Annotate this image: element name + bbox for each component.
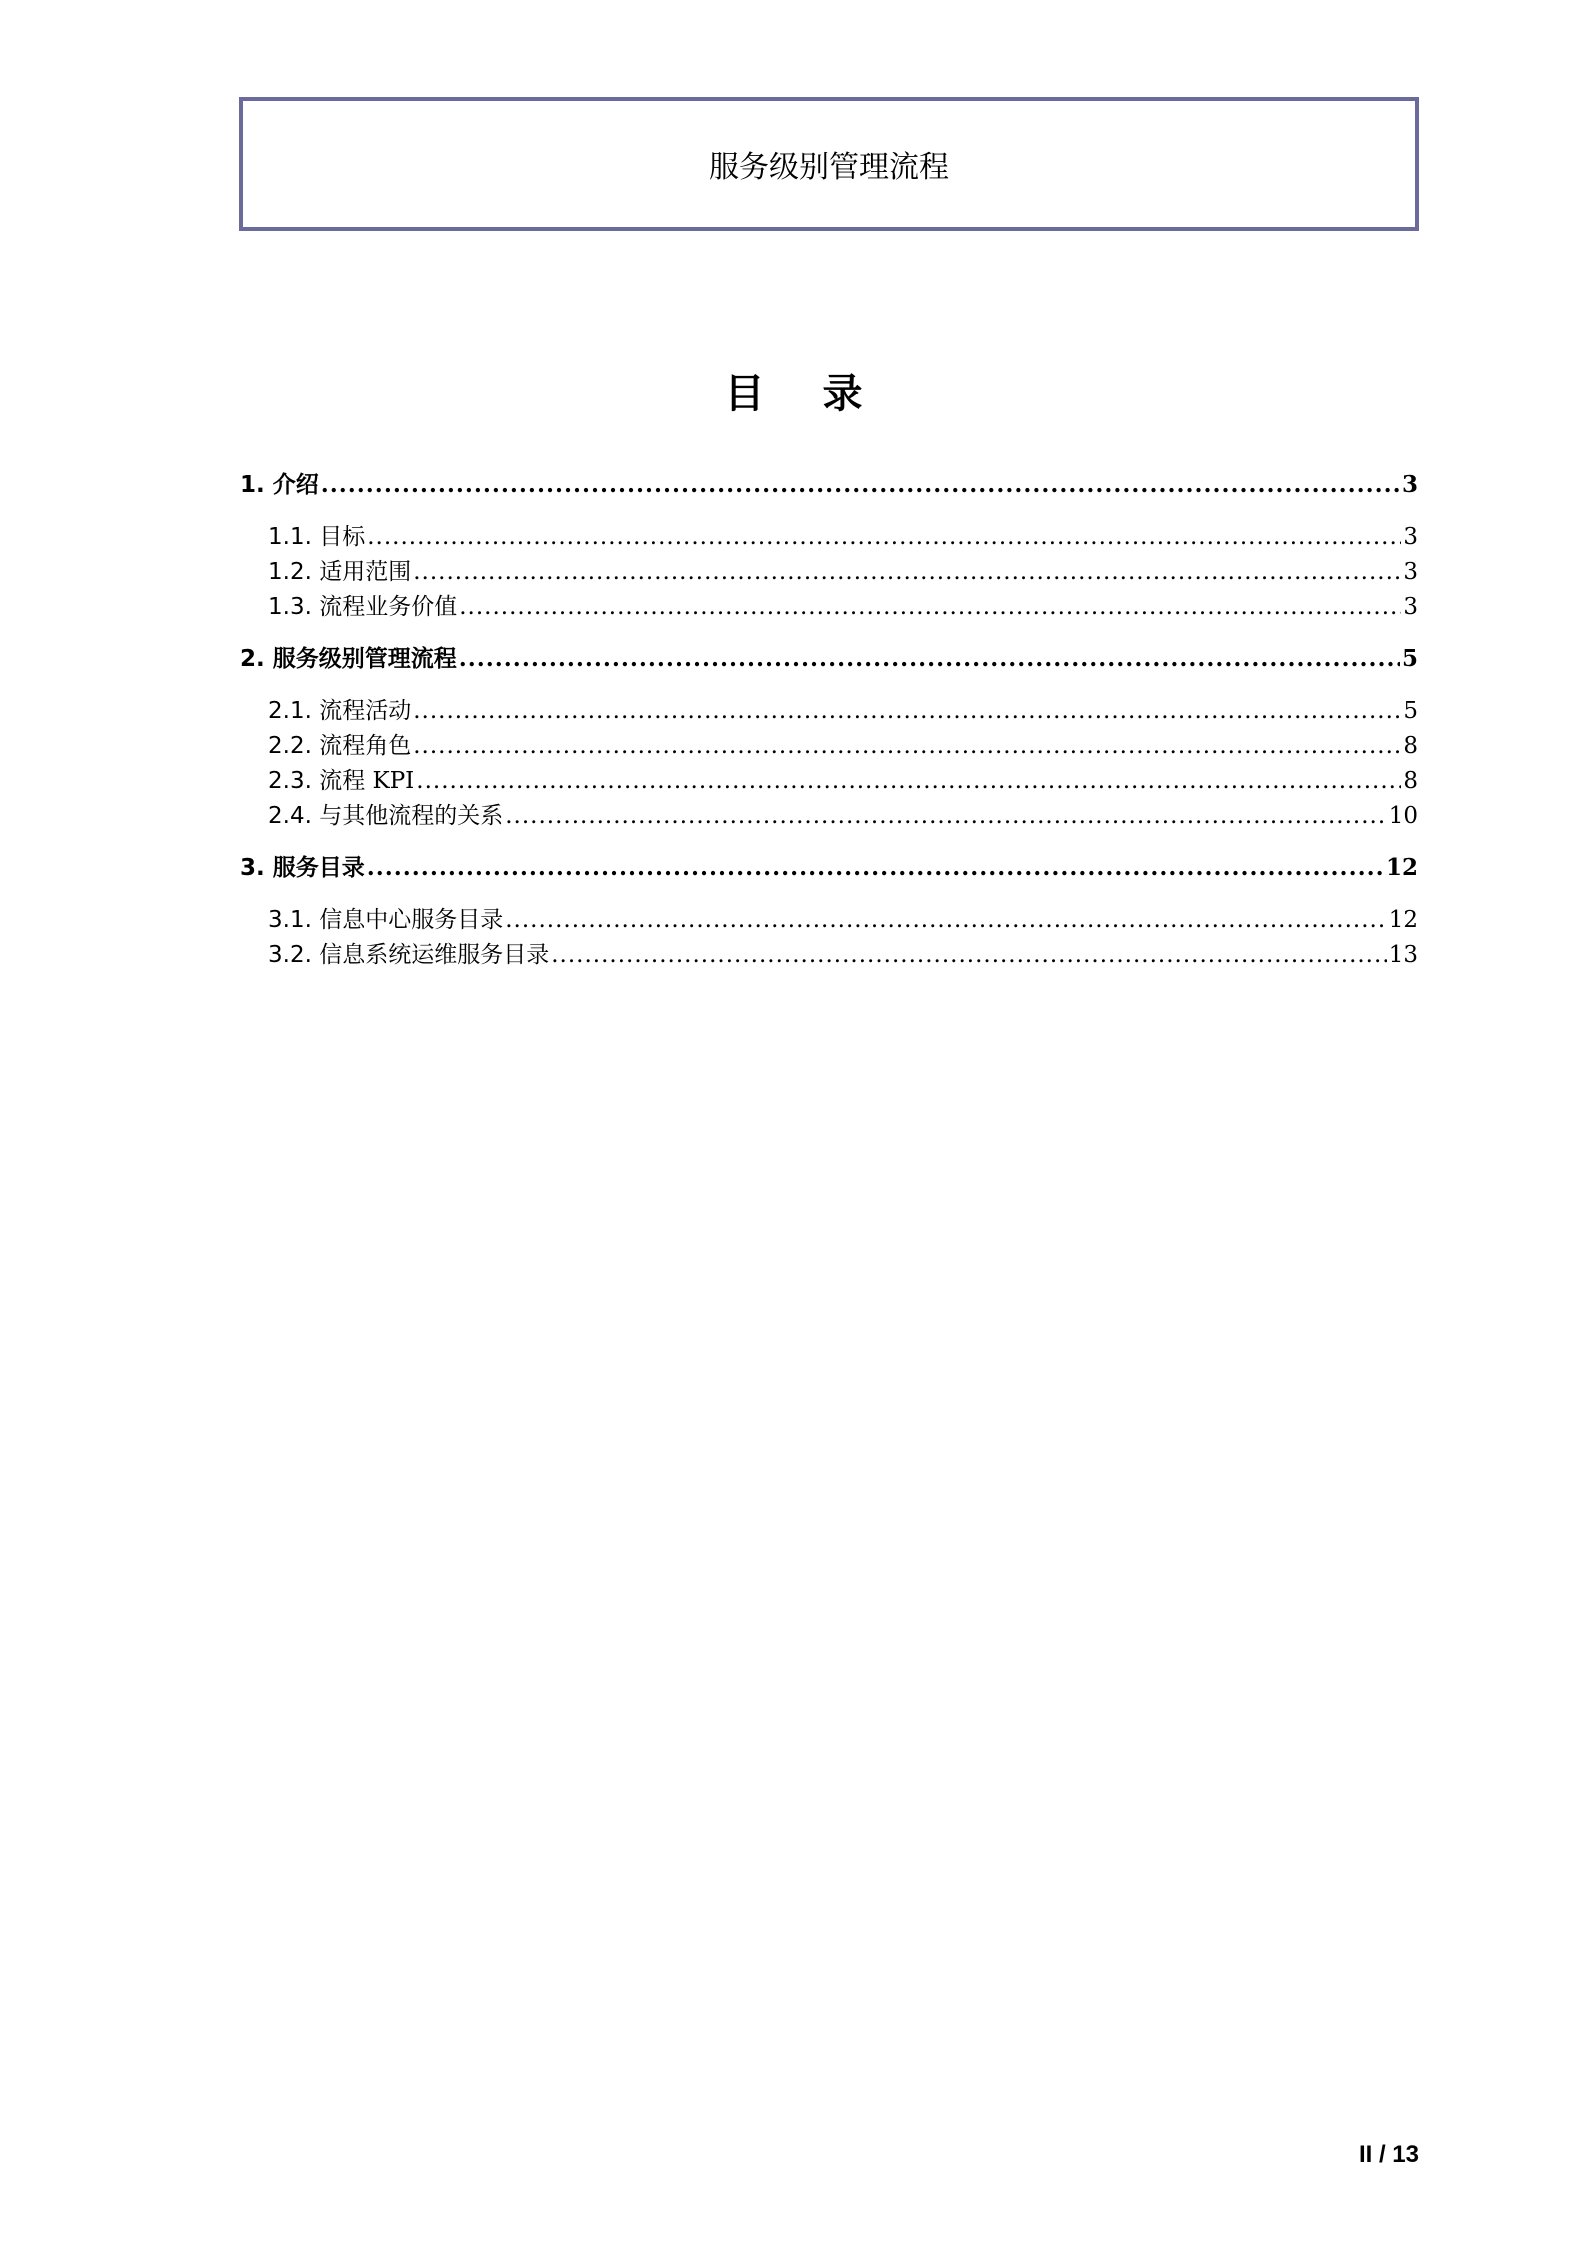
toc-entry-1[interactable] — [240, 470, 1418, 500]
toc-entry-label: 1.1. 目标 — [268, 524, 366, 550]
toc-entry-1-1[interactable] — [240, 520, 1418, 555]
toc-page-number: 8 — [1403, 733, 1418, 759]
toc-page-number: 10 — [1388, 803, 1418, 829]
toc-entry-label: 1.2. 适用范围 — [268, 559, 412, 585]
toc-entry-label: 3. 服务目录 — [240, 855, 365, 881]
dot-leader — [505, 903, 1387, 938]
toc-entry-2[interactable] — [240, 644, 1418, 674]
toc-page-number: 5 — [1401, 645, 1418, 672]
toc-entry-1-3[interactable] — [240, 590, 1418, 625]
toc-entry-label: 2.3. 流程 KPI — [268, 768, 415, 794]
dot-leader — [367, 853, 1384, 883]
toc-page-number: 3 — [1401, 471, 1418, 498]
toc-heading: 目 录 — [724, 371, 885, 417]
toc-page-number: 3 — [1403, 524, 1418, 550]
toc-entry-label: 2.1. 流程活动 — [268, 698, 412, 724]
dot-leader — [413, 729, 1401, 764]
toc-entry-2-2[interactable] — [240, 729, 1418, 764]
toc-entry-label: 2.4. 与其他流程的关系 — [268, 803, 504, 829]
dot-leader — [413, 555, 1401, 590]
dot-leader — [416, 764, 1401, 799]
toc-page-number: 12 — [1385, 854, 1418, 881]
page-header — [239, 97, 1419, 231]
dot-leader — [505, 799, 1387, 834]
toc-entry-2-1[interactable] — [240, 694, 1418, 729]
document-title: 服务级别管理流程 — [709, 150, 949, 185]
dot-leader — [551, 938, 1387, 973]
toc-page-number: 3 — [1403, 559, 1418, 585]
toc-entry-label: 3.2. 信息系统运维服务目录 — [268, 942, 550, 968]
toc-page-number: 12 — [1388, 907, 1418, 933]
dot-leader — [321, 470, 1400, 500]
toc-entry-2-4[interactable] — [240, 799, 1418, 834]
toc-entry-label: 2.2. 流程角色 — [268, 733, 412, 759]
toc-page-number: 13 — [1388, 942, 1418, 968]
toc-entry-3[interactable] — [240, 853, 1418, 883]
toc-page-number: 8 — [1403, 768, 1418, 794]
toc-entry-3-2[interactable] — [240, 938, 1418, 973]
toc-page-number: 5 — [1403, 698, 1418, 724]
dot-leader — [459, 590, 1401, 625]
dot-leader — [459, 644, 1400, 674]
toc-entry-3-1[interactable] — [240, 903, 1418, 938]
page-indicator: II / 13 — [1358, 2141, 1419, 2168]
toc-entry-2-3[interactable] — [240, 764, 1418, 799]
toc-entry-label: 1.3. 流程业务价值 — [268, 594, 458, 620]
dot-leader — [367, 520, 1401, 555]
table-of-contents — [240, 470, 1418, 973]
toc-entry-label: 2. 服务级别管理流程 — [240, 646, 457, 672]
toc-entry-label: 1. 介绍 — [240, 472, 319, 498]
toc-page-number: 3 — [1403, 594, 1418, 620]
toc-entry-label: 3.1. 信息中心服务目录 — [268, 907, 504, 933]
toc-entry-1-2[interactable] — [240, 555, 1418, 590]
dot-leader — [413, 694, 1401, 729]
